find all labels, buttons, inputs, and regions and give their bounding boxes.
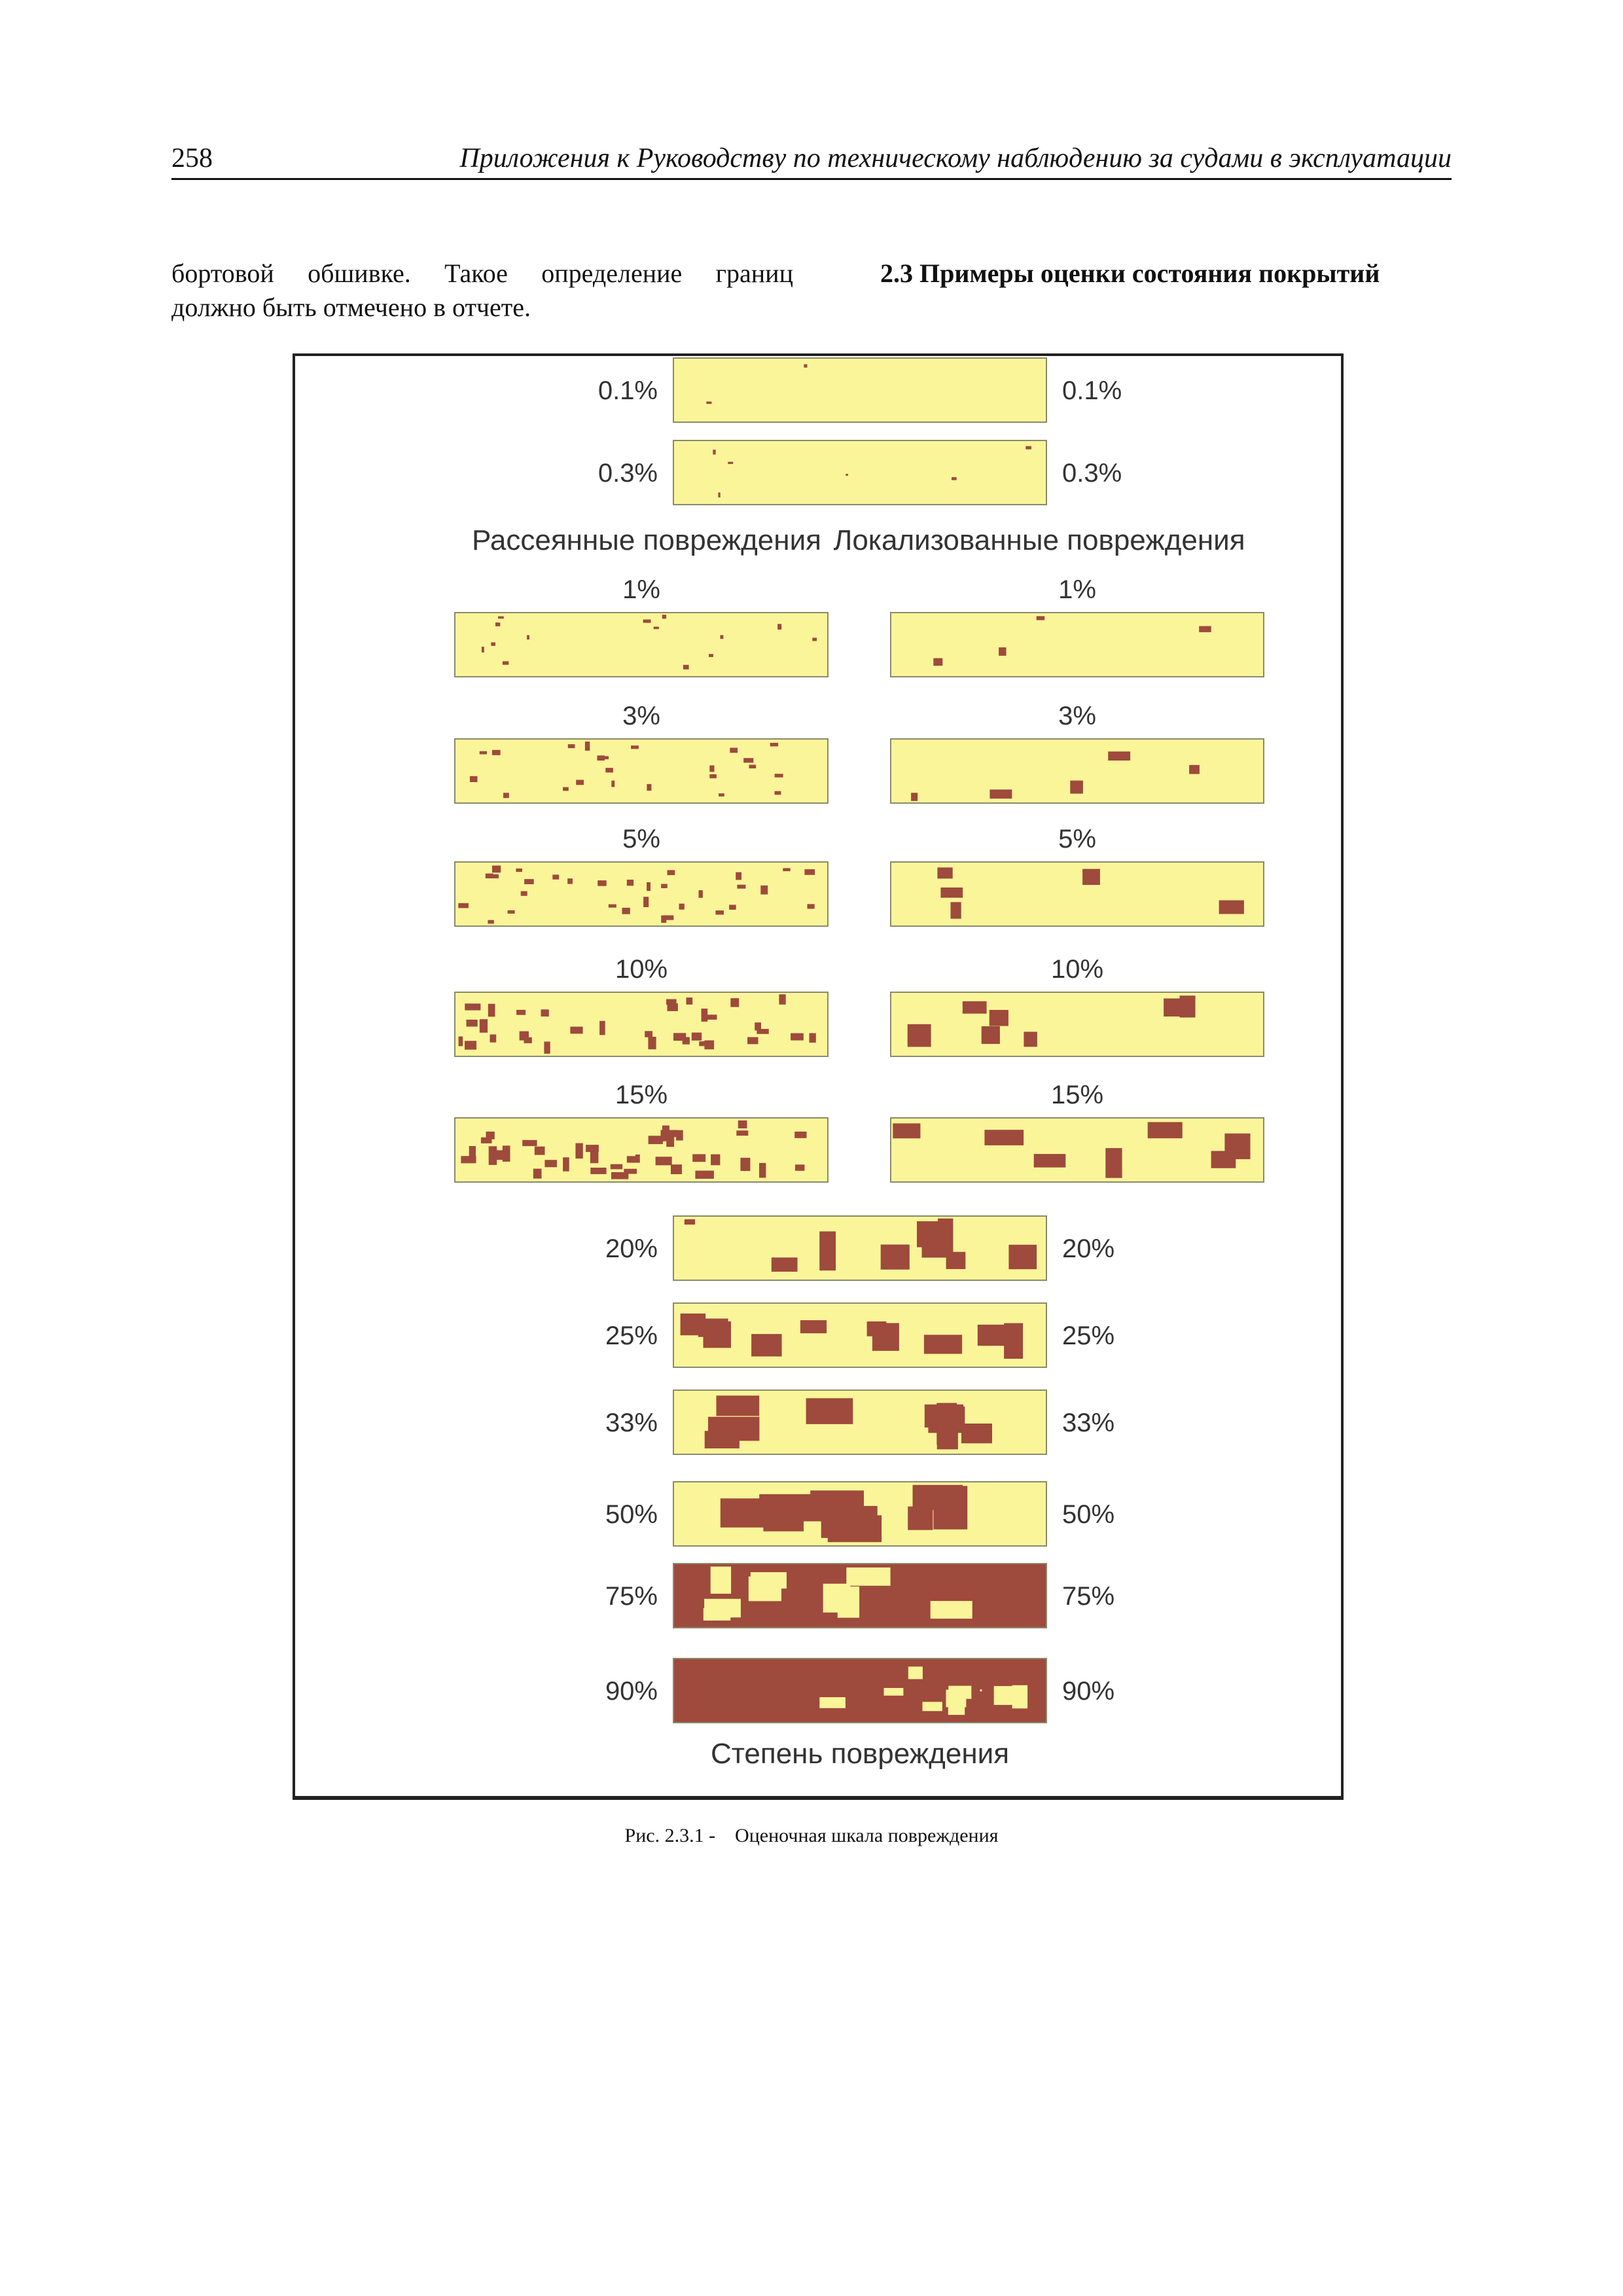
strip-top-1-spot xyxy=(713,450,715,454)
strip-scattered-4 xyxy=(455,1118,828,1182)
label-bottom-right-2: 33% xyxy=(1062,1408,1115,1437)
strip-bottom-5-spot xyxy=(819,1697,846,1708)
strip-scattered-0-spot xyxy=(777,624,781,630)
strip-scattered-4-spot xyxy=(635,1155,640,1157)
running-head: Приложения к Руководству по техническому наблюдению за судами в эксплуатации xyxy=(459,143,1452,173)
strip-scattered-3-spot xyxy=(645,1031,652,1037)
strip-top-1-spot xyxy=(952,477,957,480)
strip-scattered-1-spot xyxy=(730,748,738,753)
strip-top-1-spot xyxy=(728,462,733,464)
strip-scattered-1-spot xyxy=(775,774,783,777)
strip-localized-0-spot xyxy=(1199,626,1211,632)
strip-bottom-0 xyxy=(673,1216,1046,1280)
strip-bottom-3-spot xyxy=(913,1485,963,1510)
strip-scattered-1-spot xyxy=(585,742,590,751)
strip-scattered-4-spot xyxy=(656,1157,672,1165)
label-pair-right-2: 5% xyxy=(1058,825,1096,853)
strip-scattered-1-spot xyxy=(611,781,615,787)
label-bottom-right-5: 90% xyxy=(1062,1677,1115,1706)
strip-scattered-4-spot xyxy=(794,1132,806,1138)
strip-scattered-2-spot xyxy=(490,874,499,878)
strip-scattered-0-spot xyxy=(491,642,495,645)
strip-localized-1-spot xyxy=(1070,781,1083,794)
label-top-left-0: 0.1% xyxy=(597,376,658,405)
strip-scattered-3-spot xyxy=(791,1033,804,1041)
strip-scattered-3-spot xyxy=(516,1010,526,1015)
strip-bottom-0-spot xyxy=(772,1257,798,1272)
strip-bottom-0-spot xyxy=(819,1231,836,1270)
strip-bottom-0-spot xyxy=(946,1252,966,1269)
strip-scattered-1-spot xyxy=(503,793,509,798)
strip-localized-4-spot xyxy=(1148,1122,1183,1138)
strip-scattered-2-spot xyxy=(804,869,815,875)
strip-bottom-3-spot xyxy=(828,1515,882,1542)
strip-localized-4-spot xyxy=(1105,1148,1122,1178)
strip-bottom-1-spot xyxy=(800,1320,827,1333)
strip-scattered-1-spot xyxy=(719,793,724,797)
strip-scattered-2-spot xyxy=(508,910,515,914)
figure-caption: Рис. 2.3.1 - Оценочная шкала повреждения xyxy=(624,1825,999,1846)
strip-bottom-5-spot xyxy=(946,1690,967,1708)
figure-frame xyxy=(293,353,1344,1800)
strip-scattered-2-spot xyxy=(627,880,633,886)
strip-top-0-spot xyxy=(804,365,807,368)
strip-bottom-4-spot xyxy=(704,1608,731,1621)
strip-bottom-5-spot xyxy=(994,1686,1014,1705)
strip-scattered-0-spot xyxy=(643,620,651,623)
strip-scattered-0-spot xyxy=(527,635,529,639)
label-bottom-right-0: 20% xyxy=(1062,1234,1115,1263)
strip-bottom-1-spot xyxy=(924,1335,962,1354)
strip-bottom-3-spot xyxy=(908,1507,933,1530)
strip-bottom-1-spot xyxy=(704,1321,732,1348)
strip-scattered-2-spot xyxy=(521,891,527,896)
strip-scattered-4-spot xyxy=(671,1164,682,1174)
strip-scattered-4-spot xyxy=(489,1146,497,1165)
page-number: 258 xyxy=(171,143,213,173)
strip-bottom-5-spot xyxy=(1012,1685,1028,1709)
strip-scattered-4-spot xyxy=(590,1168,606,1174)
strip-bottom-3-spot xyxy=(810,1490,864,1513)
strip-scattered-1 xyxy=(455,739,828,803)
strip-localized-4-spot xyxy=(984,1130,1024,1145)
strip-scattered-4-spot xyxy=(649,1136,664,1141)
strip-scattered-2-spot xyxy=(552,874,559,879)
strip-scattered-4-spot xyxy=(533,1169,542,1179)
label-pair-left-2: 5% xyxy=(622,825,660,853)
strip-scattered-2-spot xyxy=(715,910,724,914)
strip-scattered-1-spot xyxy=(470,776,478,782)
strip-scattered-3-spot xyxy=(520,1031,529,1041)
strip-scattered-4-spot xyxy=(795,1164,805,1171)
strip-bottom-1-spot xyxy=(751,1334,782,1356)
label-bottom-left-1: 25% xyxy=(605,1321,658,1350)
strip-scattered-4-spot xyxy=(711,1155,720,1166)
strip-top-1-spot xyxy=(718,492,720,497)
damage-scale-figure xyxy=(295,356,1341,1796)
strip-scattered-0-spot xyxy=(709,654,713,657)
strip-scattered-4-spot xyxy=(624,1169,637,1174)
strip-scattered-4-spot xyxy=(611,1164,622,1170)
strip-scattered-4-spot xyxy=(692,1154,705,1162)
strip-scattered-2-spot xyxy=(524,879,534,884)
strip-bottom-4-spot xyxy=(711,1567,731,1594)
strip-scattered-3-spot xyxy=(747,1037,758,1045)
strip-top-0-spot xyxy=(706,402,711,404)
label-pair-left-0: 1% xyxy=(622,575,660,604)
strip-bottom-3-spot xyxy=(721,1498,766,1527)
strip-scattered-3-spot xyxy=(541,1009,549,1016)
strip-scattered-0 xyxy=(455,613,828,677)
strip-scattered-2-spot xyxy=(783,868,790,871)
label-bottom-left-0: 20% xyxy=(605,1234,658,1263)
strip-scattered-1-spot xyxy=(631,745,639,749)
strip-scattered-3-spot xyxy=(488,1004,495,1017)
label-pair-left-3: 10% xyxy=(615,955,668,984)
strip-scattered-0-spot xyxy=(662,615,666,619)
body-text-line-2: должно быть отмечено в отчете. xyxy=(171,293,531,322)
strip-localized-3-spot xyxy=(990,1010,1008,1026)
strip-localized-0-spot xyxy=(1037,616,1045,620)
strip-localized-0-spot xyxy=(933,658,942,666)
label-bottom-right-1: 25% xyxy=(1062,1321,1115,1350)
strip-scattered-0-spot xyxy=(721,635,724,639)
label-bottom-right-3: 50% xyxy=(1062,1500,1115,1529)
strip-scattered-2-spot xyxy=(622,908,630,914)
strip-scattered-2-spot xyxy=(458,903,469,908)
strip-scattered-3-spot xyxy=(779,994,785,1005)
strip-scattered-2-spot xyxy=(597,880,607,886)
strip-scattered-2-spot xyxy=(609,905,616,908)
strip-localized-0-spot xyxy=(999,647,1006,656)
strip-scattered-1-spot xyxy=(576,780,584,785)
strip-scattered-3-spot xyxy=(757,1029,768,1034)
strip-bottom-2-spot xyxy=(708,1417,759,1441)
strip-localized-3-spot xyxy=(1180,996,1196,1017)
header-rule xyxy=(171,178,1452,180)
label-pair-right-1: 3% xyxy=(1058,702,1096,730)
strip-localized-4 xyxy=(891,1118,1264,1182)
strip-scattered-4-spot xyxy=(575,1143,582,1159)
strip-scattered-3 xyxy=(455,992,828,1056)
strip-scattered-2-spot xyxy=(679,904,685,910)
strip-scattered-1-spot xyxy=(480,751,487,755)
strip-top-1-spot xyxy=(846,474,848,476)
strip-scattered-3-spot xyxy=(666,999,677,1005)
strip-localized-2-spot xyxy=(1219,901,1244,914)
label-pair-left-1: 3% xyxy=(622,702,660,730)
strip-scattered-3-spot xyxy=(467,1020,478,1027)
strip-scattered-0-spot xyxy=(683,665,689,670)
strip-bottom-3-spot xyxy=(763,1505,804,1532)
strip-bottom-0-spot xyxy=(685,1219,695,1225)
strip-scattered-2-spot xyxy=(808,904,815,908)
column-title-right: Локализованные повреждения xyxy=(833,524,1245,556)
strip-scattered-2-spot xyxy=(516,869,522,872)
strip-scattered-1-spot xyxy=(492,750,501,755)
label-top-right-0: 0.1% xyxy=(1062,376,1122,405)
label-bottom-left-2: 33% xyxy=(605,1408,658,1437)
label-bottom-left-3: 50% xyxy=(605,1500,658,1529)
strip-scattered-4-spot xyxy=(522,1140,537,1146)
strip-localized-4-spot xyxy=(893,1123,920,1138)
strip-bottom-5-spot xyxy=(980,1689,982,1691)
strip-scattered-3-spot xyxy=(459,1037,463,1047)
strip-scattered-1-spot xyxy=(597,755,605,761)
strip-scattered-1-spot xyxy=(709,774,717,778)
strip-scattered-3-spot xyxy=(490,1035,497,1043)
strip-scattered-4-spot xyxy=(738,1121,747,1128)
strip-top-1 xyxy=(673,440,1046,505)
strip-scattered-0-spot xyxy=(503,661,509,664)
strip-scattered-3-spot xyxy=(544,1041,550,1054)
strip-localized-3-spot xyxy=(908,1024,931,1047)
section-heading: 2.3 Примеры оценки состояния покрытий xyxy=(880,259,1380,288)
strip-scattered-1-spot xyxy=(749,765,757,769)
strip-scattered-3-spot xyxy=(599,1021,605,1035)
label-pair-right-0: 1% xyxy=(1058,575,1096,604)
strip-scattered-3-spot xyxy=(465,1003,480,1010)
strip-bottom-0-spot xyxy=(881,1245,910,1270)
strip-scattered-4-spot xyxy=(563,1157,569,1171)
strip-bottom-4-spot xyxy=(823,1584,851,1613)
strip-scattered-3-spot xyxy=(810,1033,816,1043)
label-bottom-right-4: 75% xyxy=(1062,1582,1115,1611)
strip-scattered-4-spot xyxy=(627,1156,640,1162)
strip-scattered-4-spot xyxy=(740,1158,750,1171)
strip-localized-3-spot xyxy=(963,1001,987,1014)
strip-scattered-1-spot xyxy=(563,787,569,791)
strip-bottom-2-spot xyxy=(717,1395,760,1416)
strip-scattered-4-spot xyxy=(469,1146,476,1157)
strip-localized-2-spot xyxy=(937,867,952,878)
strip-localized-4-spot xyxy=(1034,1154,1066,1168)
strip-bottom-4-spot xyxy=(751,1572,787,1588)
strip-localized-2-spot xyxy=(940,888,963,898)
column-title-left: Рассеянные повреждения xyxy=(472,524,821,556)
label-bottom-left-4: 75% xyxy=(605,1582,658,1611)
strip-localized-2-spot xyxy=(951,902,961,918)
strip-scattered-0-spot xyxy=(812,637,817,641)
strip-bottom-4-spot xyxy=(931,1601,972,1619)
label-pair-left-4: 15% xyxy=(615,1081,668,1109)
strip-scattered-2-spot xyxy=(647,882,651,891)
strip-scattered-2-spot xyxy=(661,884,668,889)
strip-localized-3-spot xyxy=(982,1026,1000,1044)
strip-scattered-2-spot xyxy=(643,897,649,907)
label-top-left-1: 0.3% xyxy=(597,459,658,488)
strip-localized-1-spot xyxy=(1189,765,1200,774)
strip-scattered-3-spot xyxy=(648,1037,656,1049)
strip-scattered-3-spot xyxy=(704,1041,714,1050)
strip-bottom-2-spot xyxy=(937,1418,958,1450)
strip-scattered-3-spot xyxy=(730,998,739,1007)
strip-scattered-3-spot xyxy=(706,1014,717,1020)
strip-bottom-0-spot xyxy=(1008,1245,1037,1269)
strip-scattered-4-spot xyxy=(695,1171,714,1179)
strip-scattered-4-spot xyxy=(544,1160,557,1167)
strip-bottom-2-spot xyxy=(806,1398,853,1424)
bottom-title: Степень повреждения xyxy=(710,1738,1010,1770)
strip-scattered-1-spot xyxy=(709,765,714,772)
strip-scattered-3-spot xyxy=(570,1027,582,1034)
strip-scattered-2-spot xyxy=(736,872,741,880)
strip-bottom-5 xyxy=(673,1659,1046,1723)
strip-scattered-1-spot xyxy=(770,743,778,747)
strip-bottom-1-spot xyxy=(1004,1323,1023,1359)
strip-localized-1-spot xyxy=(1108,751,1130,761)
strip-scattered-2-spot xyxy=(729,905,736,910)
strip-scattered-2-spot xyxy=(668,870,675,875)
strip-bottom-4-spot xyxy=(846,1568,890,1586)
strip-scattered-2-spot xyxy=(699,890,703,898)
strip-scattered-4-spot xyxy=(759,1163,766,1178)
strip-scattered-0-spot xyxy=(654,627,659,630)
strip-bottom-1-spot xyxy=(867,1321,887,1336)
strip-scattered-2 xyxy=(455,862,828,926)
strip-scattered-3-spot xyxy=(465,1041,476,1049)
strip-scattered-1-spot xyxy=(605,768,613,772)
strip-localized-3-spot xyxy=(1024,1031,1037,1047)
strip-scattered-1-spot xyxy=(775,791,781,795)
strip-localized-3 xyxy=(891,992,1264,1056)
strip-bottom-5-spot xyxy=(908,1666,923,1679)
strip-scattered-3-spot xyxy=(692,1033,702,1041)
strip-scattered-2-spot xyxy=(488,920,493,924)
strip-scattered-4-spot xyxy=(486,1132,495,1139)
label-pair-right-3: 10% xyxy=(1050,955,1104,984)
strip-top-1-spot xyxy=(1026,446,1031,450)
strip-scattered-4-spot xyxy=(590,1146,599,1164)
strip-scattered-1-spot xyxy=(743,758,753,762)
label-bottom-left-5: 90% xyxy=(605,1677,658,1706)
strip-bottom-5-spot xyxy=(923,1702,942,1711)
strip-localized-2-spot xyxy=(1082,869,1100,885)
strip-scattered-3-spot xyxy=(683,1037,690,1045)
strip-bottom-2-spot xyxy=(961,1424,992,1443)
strip-scattered-2-spot xyxy=(760,886,768,895)
strip-localized-1-spot xyxy=(911,793,918,801)
strip-scattered-4-spot xyxy=(496,1150,503,1160)
strip-scattered-0-spot xyxy=(495,622,500,626)
strip-scattered-1-spot xyxy=(568,744,575,748)
strip-scattered-3-spot xyxy=(480,1019,488,1033)
strip-scattered-0-spot xyxy=(482,647,484,653)
strip-scattered-2-spot xyxy=(492,866,501,873)
strip-scattered-2-spot xyxy=(567,878,573,884)
strip-bottom-1-spot xyxy=(681,1314,706,1335)
strip-localized-0 xyxy=(891,613,1264,677)
strip-scattered-4-spot xyxy=(535,1147,545,1155)
label-pair-right-4: 15% xyxy=(1050,1081,1104,1109)
strip-top-0 xyxy=(673,358,1046,422)
strip-scattered-4-spot xyxy=(503,1145,510,1162)
strip-localized-4-spot xyxy=(1211,1151,1236,1168)
strip-localized-1-spot xyxy=(990,789,1012,798)
strip-bottom-5-spot xyxy=(884,1688,904,1696)
strip-scattered-2-spot xyxy=(737,885,745,889)
label-top-right-1: 0.3% xyxy=(1062,459,1122,488)
strip-scattered-4-spot xyxy=(736,1130,748,1136)
body-text-line-1: бортовой обшивке. Такое определение границ xyxy=(171,259,793,288)
strip-scattered-2-spot xyxy=(661,916,666,923)
strip-scattered-0-spot xyxy=(498,617,504,619)
strip-scattered-1-spot xyxy=(647,784,651,791)
strip-scattered-3-spot xyxy=(687,997,693,1005)
